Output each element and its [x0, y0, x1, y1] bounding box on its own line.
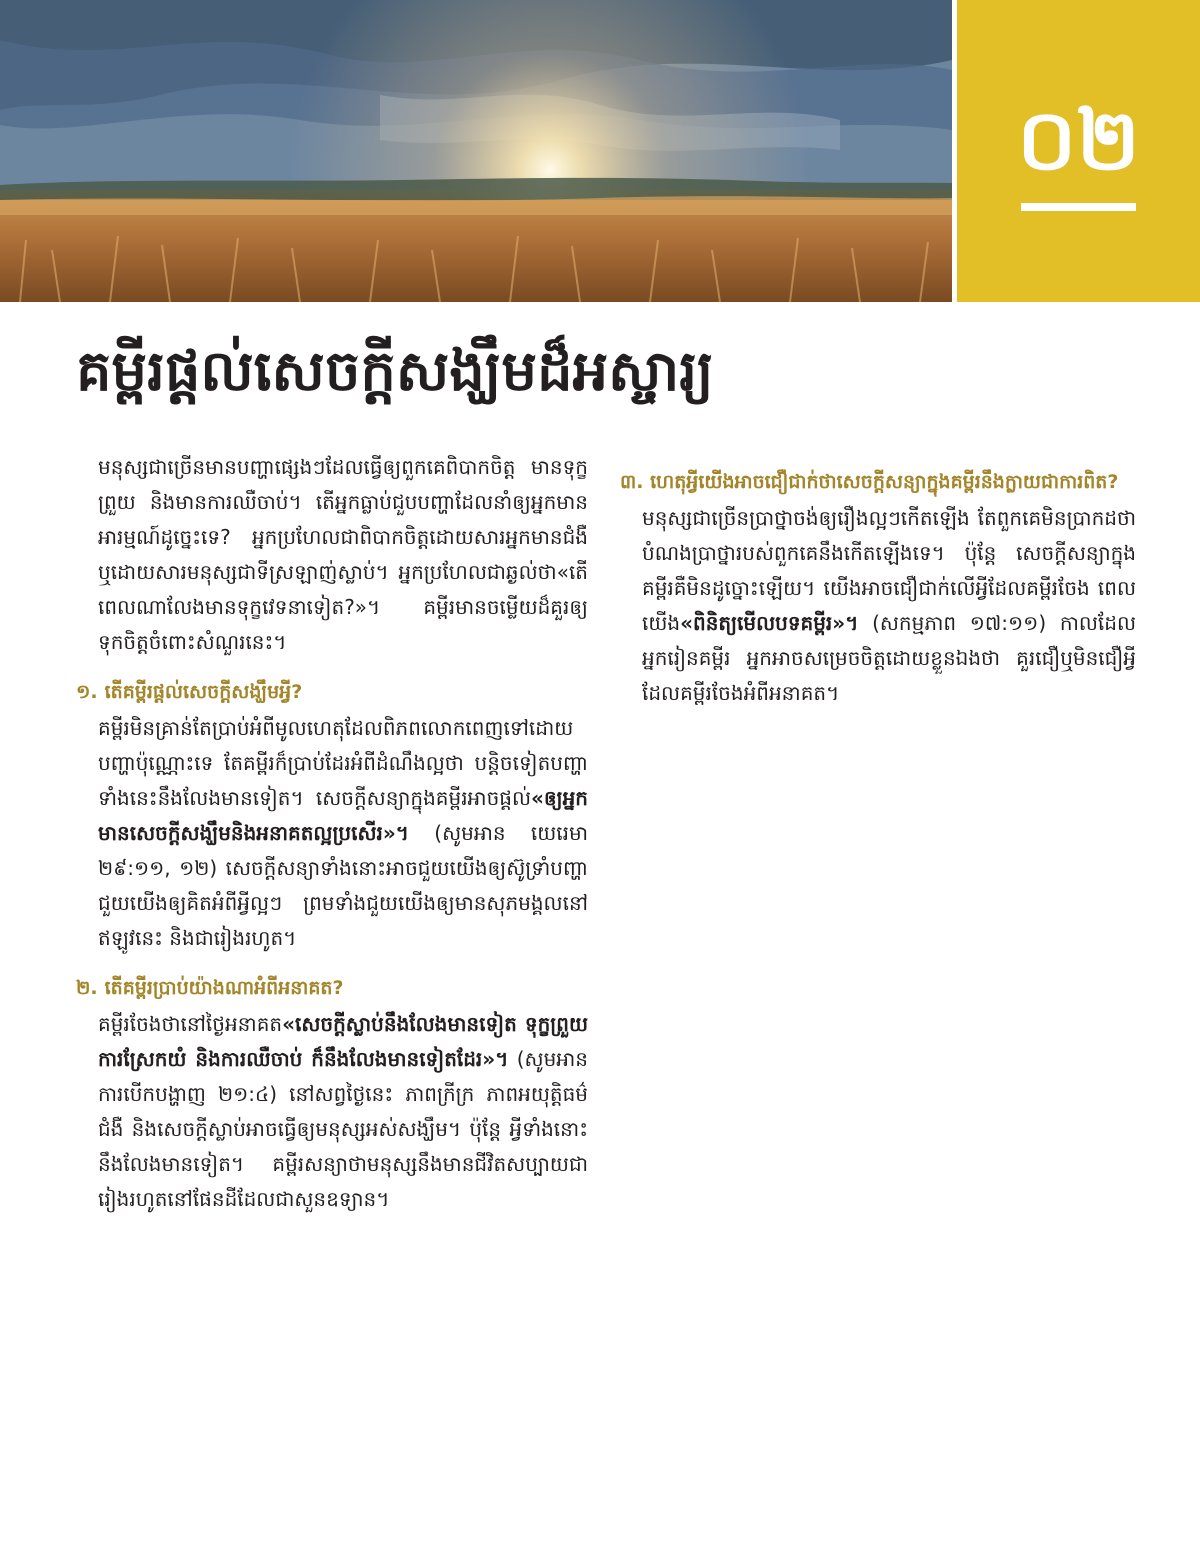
- section-2-title: តើគម្ពីរប្រាប់យ៉ាងណាអំពីអនាគត?: [104, 977, 344, 999]
- section-3-title: ហេតុអ្វីយើងអាចជឿជាក់ថាសេចក្ដីសន្យាក្នុងគម្ពីរនឹងក្លាយជាការពិត?: [650, 471, 1119, 493]
- right-column: [620, 450, 1136, 711]
- section-1-paragraph: [76, 711, 588, 956]
- section-3-quote: «ពិនិត្យមើលបទគម្ពីរ»។: [680, 611, 859, 635]
- section-1-text-a: គម្ពីរមិនគ្រាន់តែប្រាប់អំពីមូលហេតុដែលពិភពលោកពេញទៅដោយបញ្ហាប៉ុណ្ណោះទេ តែគម្ពីរក៏ប្រាប់ដែរអំពីដំណឹងល្អថា បន្ដិចទៀតបញ្ហាទាំងនេះនឹងលែងមានទៀត។ សេចក្ដីសន្យាក្នុងគម្ពីរអាចផ្ដល់: [98, 716, 588, 810]
- section-2-paragraph: [76, 1007, 588, 1217]
- wheat-field-sunset-illustration: [0, 0, 952, 302]
- page-title: គម្ពីរផ្ដល់សេចក្ដីសង្ឃឹមដ៏អស្ចារ្យ: [76, 339, 714, 404]
- section-1-text-b: (សូមអាន យេរេមា ២៩:១១, ១២) សេចក្ដីសន្យាទាំងនោះអាចជួយយើងឲ្យស៊ូទ្រាំបញ្ហា ជួយយើងឲ្យគិតអំពីអ្វីល្អៗ ព្រមទាំងជួយយើងឲ្យមានសុភមង្គលនៅឥឡូវនេះ និងជារៀងរហូត។: [98, 821, 588, 950]
- intro-paragraph: មនុស្សជាច្រើនមានបញ្ហាផ្សេងៗដែលធ្វើឲ្យពួកគេពិបាកចិត្ត មានទុក្ខព្រួយ និងមានការឈឺចាប់។ តើអ្នកធ្លាប់ជួបបញ្ហាដែលនាំឲ្យអ្នកមានអារម្មណ៍ដូច្នេះទេ? អ្នកប្រហែលជាពិបាកចិត្តដោយសារអ្នកមានជំងឺ ឬដោយសារមនុស្សជាទីស្រឡាញ់ស្លាប់។ អ្នកប្រហែលជាឆ្ងល់ថា«តើពេលណាលែងមានទុក្ខវេទនាទៀត?»។ គម្ពីរមានចម្លើយដ៏គួរឲ្យទុកចិត្តចំពោះសំណួរនេះ។: [98, 455, 588, 654]
- hero-image: [0, 0, 952, 302]
- left-column: [76, 450, 588, 1217]
- section-2-number: ២.: [76, 977, 98, 999]
- section-3-number: ៣.: [620, 471, 644, 493]
- section-1-heading: [76, 676, 588, 709]
- section-3-heading: [620, 466, 1136, 499]
- section-3-text-a: មនុស្សជាច្រើនប្រាថ្នាចង់ឲ្យរឿងល្អៗកើតឡើង តែពួកគេមិនប្រាកដថាបំណងប្រាថ្នារបស់ពួកគេនឹងកើតឡើងទេ។ ប៉ុន្តែ សេចក្ដីសន្យាក្នុងគម្ពីរគឺមិនដូច្នោះឡើយ។ យើងអាចជឿជាក់លើអ្វីដែលគម្ពីរចែង ពេលយើង: [642, 506, 1136, 635]
- section-3-text-b: (សកម្មភាព ១៧:១១) កាលដែលអ្នករៀនគម្ពីរ អ្នកអាចសម្រេចចិត្តដោយខ្លួនឯងថា គួរជឿឬមិនជឿអ្វីដែលគម្ពីរចែងអំពីអនាគត។: [642, 611, 1136, 705]
- section-1-number: ១.: [76, 681, 98, 703]
- section-2-text-b: (សូមអាន ការបើកបង្ហាញ ២១:៤) នៅសព្វថ្ងៃនេះ ភាពក្រីក្រ ភាពអយុត្តិធម៌ ជំងឺ និងសេចក្ដីស្លាប់អាចធ្វើឲ្យមនុស្សអស់សង្ឃឹម។ ប៉ុន្តែ អ្វីទាំងនោះនឹងលែងមានទៀត។ គម្ពីរសន្យាថាមនុស្សនឹងមានជីវិតសប្បាយជារៀងរហូតនៅផែនដីដែលជាសួនឧទ្យាន។: [98, 1047, 589, 1211]
- section-2-quote: «សេចក្ដីស្លាប់នឹងលែងមានទៀត ទុក្ខព្រួយ ការស្រែកយំ និងការឈឺចាប់ ក៏នឹងលែងមានទៀតដែរ»។: [98, 1012, 588, 1071]
- section-1-title: តើគម្ពីរផ្ដល់សេចក្ដីសង្ឃឹមអ្វី?: [104, 681, 303, 703]
- chapter-underline: [1021, 203, 1136, 211]
- section-2-text-a: គម្ពីរចែងថានៅថ្ងៃអនាគត: [98, 1012, 283, 1036]
- chapter-badge: [957, 0, 1200, 302]
- section-1-quote: «ឲ្យអ្នកមានសេចក្ដីសង្ឃឹមនិងអនាគតល្អប្រសើរ»។: [98, 786, 588, 845]
- section-2-heading: [76, 972, 588, 1005]
- chapter-number: ០២: [1016, 91, 1141, 189]
- section-3-paragraph: [620, 501, 1136, 711]
